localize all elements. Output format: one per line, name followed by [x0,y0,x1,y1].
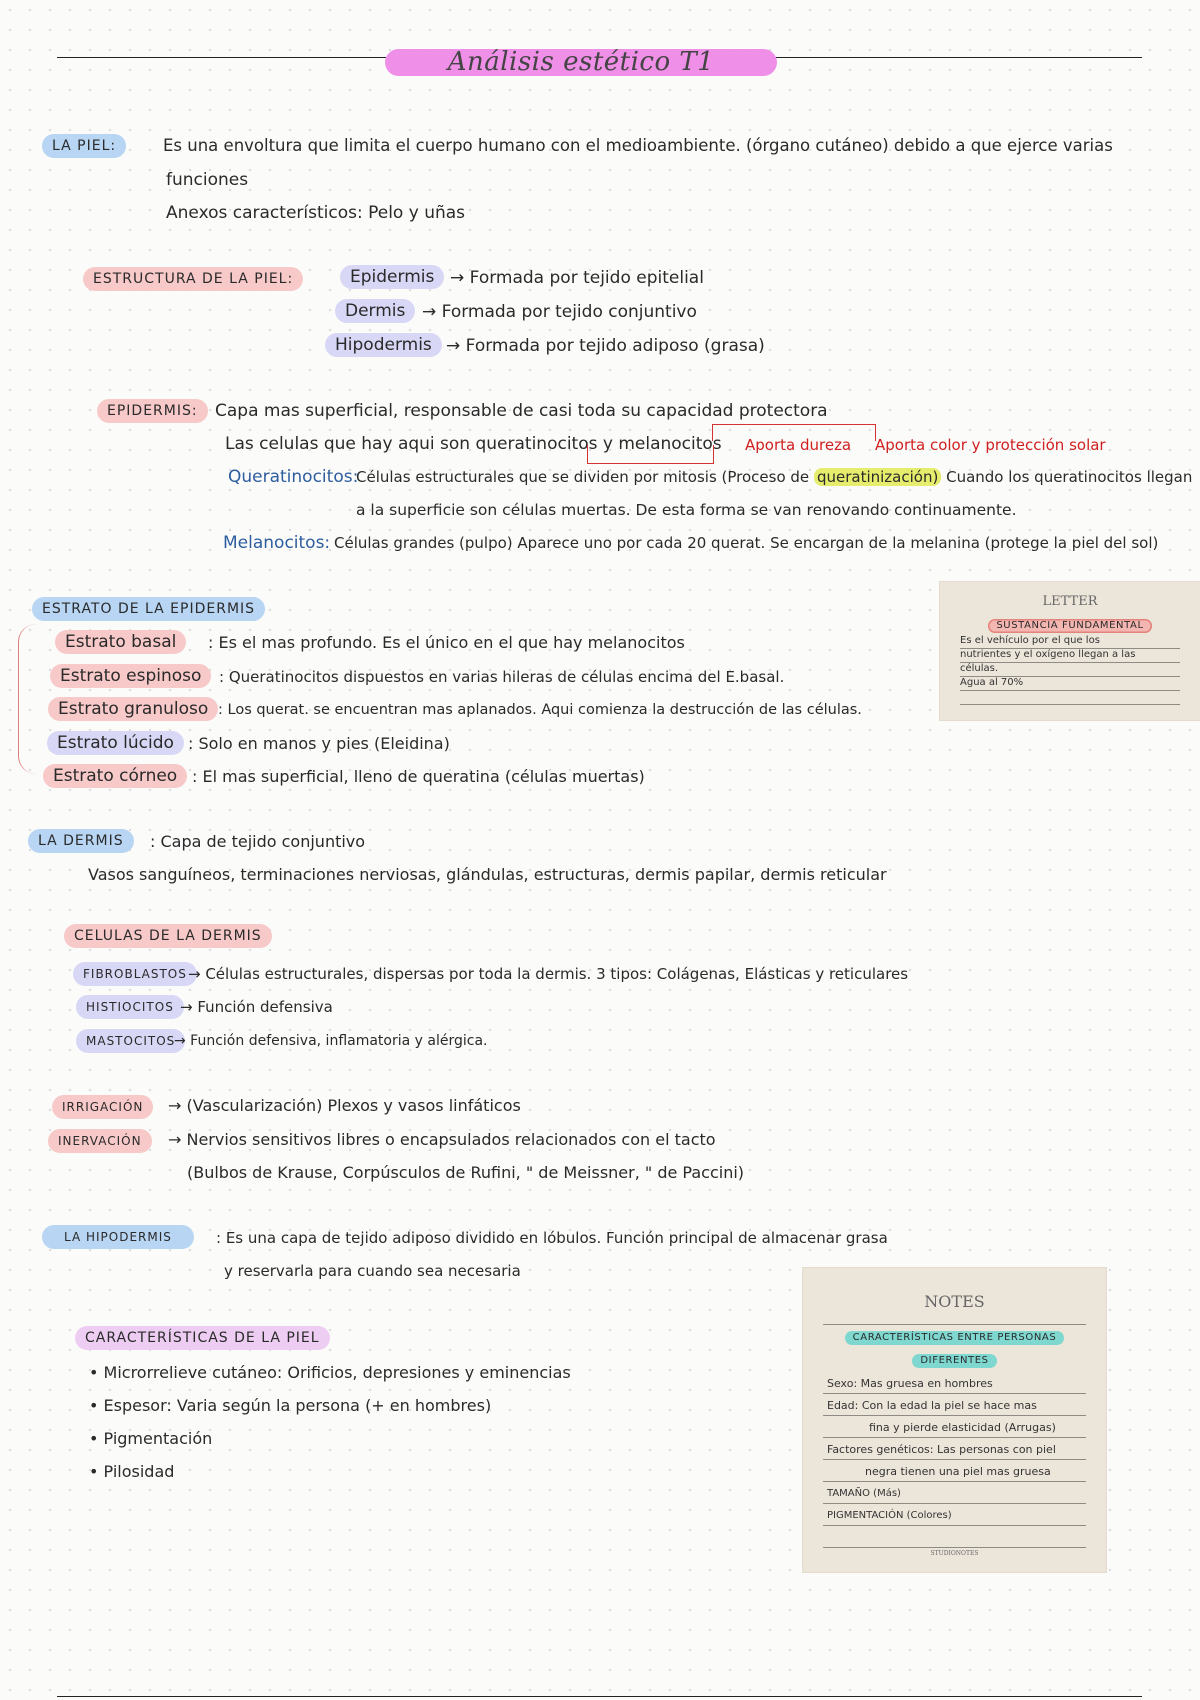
estructura-desc-epidermis: → Formada por tejido epitelial [450,268,704,288]
notes-pill2: DIFERENTES [912,1354,996,1368]
letter-line-0: Es el vehículo por el que los [960,635,1100,646]
notes-pill1: CARACTERÍSTICAS ENTRE PERSONAS [845,1331,1065,1345]
caracteristica-1: • Espesor: Varia según la persona (+ en hombres) [89,1396,492,1415]
estructura-item-hipodermis: Hipodermis [325,333,442,357]
letter-line-2: células. [960,663,999,674]
estrato-lucido-desc: : Solo en manos y pies (Eleidina) [188,734,450,753]
caracteristicas-tag: CARACTERÍSTICAS DE LA PIEL [75,1326,330,1350]
hipodermis-text2: y reservarla para cuando sea necesaria [224,1262,521,1280]
notes-card [803,1268,1106,1572]
hipodermis-text1: : Es una capa de tejido adiposo dividido en lóbulos. Función principal de almacenar grasa [216,1229,888,1247]
estructura-desc-dermis: → Formada por tejido conjuntivo [422,302,697,322]
inervacion-text2: (Bulbos de Krause, Corpúsculos de Rufini, " de Meissner, " de Paccini) [187,1163,745,1182]
bottom-rule [57,1696,1142,1697]
estrato-granuloso: Estrato granuloso [48,697,218,721]
estructura-item-dermis: Dermis [335,299,415,323]
notes-line-6: PIGMENTACIÓN (Colores) [827,1510,952,1521]
dermis-text2: Vasos sanguíneos, terminaciones nerviosas, glándulas, estructuras, dermis papilar, dermis reticular [88,865,887,884]
notes-pill1-wrap [803,1325,1106,1345]
notes-pill2-wrap [803,1348,1106,1368]
dermis-text1: : Capa de tejido conjuntivo [150,832,366,851]
celula-mastocitos-desc: → Función defensiva, inflamatoria y alérgica. [174,1033,488,1049]
piel-text1: Es una envoltura que limita el cuerpo humano con el medioambiente. (órgano cutáneo) debido a que ejerce varias [163,136,1113,155]
caracteristica-2: • Pigmentación [89,1429,213,1448]
estrato-espinoso-desc: : Queratinocitos dispuestos en varias hileras de células encima del E.basal. [219,668,785,686]
celula-mastocitos: MASTOCITOS [76,1029,185,1053]
estructura-tag: ESTRUCTURA DE LA PIEL: [83,267,303,291]
queratinocitos-text-a: Células estructurales que se dividen por mitosis (Proceso de [356,468,810,486]
letter-title: LETTER [1042,594,1098,609]
estrato-basal: Estrato basal [55,630,186,654]
letter-line-1: nutrientes y el oxígeno llegan a las [960,649,1136,660]
letter-pill: SUSTANCIA FUNDAMENTAL [988,619,1151,633]
celula-fibroblastos-desc: → Células estructurales, dispersas por toda la dermis. 3 tipos: Colágenas, Elásticas y reticulares [188,965,909,983]
estructura-desc-hipodermis: → Formada por tejido adiposo (grasa) [446,336,765,356]
melanocitos-text: Células grandes (pulpo) Aparece uno por cada 20 querat. Se encargan de la melanina (protege la piel del sol) [334,534,1159,552]
inervacion-tag: INERVACIÓN [48,1129,152,1153]
epidermis-line2: Las celulas que hay aqui son queratinocitos y melanocitos [225,434,722,454]
letter-pill-wrap [940,613,1200,633]
notes-line-2: fina y pierde elasticidad (Arrugas) [869,1421,1056,1434]
notes-footer: STUDIONOTES [930,1550,979,1557]
estrato-espinoso: Estrato espinoso [50,664,211,688]
notes-title-rule [823,1324,1086,1325]
celula-fibroblastos: FIBROBLASTOS [73,962,197,986]
irrigacion-text: → (Vascularización) Plexos y vasos linfáticos [168,1096,521,1115]
red-bracket-1 [587,445,714,464]
queratinocitos-line [356,465,1192,489]
notes-line-4: negra tienen una piel mas gruesa [865,1465,1051,1478]
notes-rule-7 [823,1547,1086,1548]
notes-line-3: Factores genéticos: Las personas con piel [827,1443,1056,1456]
epidermis-line1: Capa mas superficial, responsable de casi toda su capacidad protectora [215,401,828,421]
queratinizacion-highlight: queratinización) [814,468,941,486]
celula-histiocitos-desc: → Función defensiva [180,998,333,1016]
dermis-tag: LA DERMIS [28,829,134,853]
estrato-lucido: Estrato lúcido [47,731,184,755]
letter-rule-3 [960,690,1180,691]
epidermis-red-color: Aporta color y protección solar [875,436,1106,454]
queratinocitos-label: Queratinocitos: [228,467,359,487]
inervacion-text: → Nervios sensitivos libres o encapsulados relacionados con el tacto [168,1130,716,1149]
melanocitos-label: Melanocitos: [223,533,331,553]
celulas-tag: CELULAS DE LA DERMIS [64,924,272,948]
piel-text2: funciones [166,170,249,190]
notes-line-5: TAMAÑO (Más) [827,1488,901,1499]
estrato-corneo-desc: : El mas superficial, lleno de queratina (células muertas) [192,767,645,786]
letter-line-3: Agua al 70% [960,677,1024,688]
notes-title: NOTES [924,1292,985,1311]
estrato-granuloso-desc: : Los querat. se encuentran mas aplanados. Aqui comienza la destrucción de las células. [218,702,862,718]
epidermis-red-dureza: Aporta dureza [745,436,852,454]
letter-card [940,582,1200,720]
piel-tag: LA PIEL: [42,134,126,158]
estrato-basal-desc: : Es el mas profundo. Es el único en el que hay melanocitos [208,633,685,652]
celula-histiocitos: HISTIOCITOS [76,995,184,1019]
notes-line-0: Sexo: Mas gruesa en hombres [827,1377,993,1390]
hipodermis-tag: LA HIPODERMIS [42,1225,194,1249]
epidermis-tag: EPIDERMIS: [97,399,208,423]
estrato-tag: ESTRATO DE LA EPIDERMIS [32,597,265,621]
caracteristica-3: • Pilosidad [89,1462,175,1481]
queratinocitos-text-b: Cuando los queratinocitos llegan [946,468,1193,486]
queratinocitos-text2: a la superficie son células muertas. De esta forma se van renovando continuamente. [356,501,1017,519]
letter-rule-4 [960,704,1180,705]
caracteristica-0: • Microrrelieve cutáneo: Orificios, depresiones y eminencias [89,1363,571,1382]
estructura-item-epidermis: Epidermis [340,265,444,289]
notes-line-1: Edad: Con la edad la piel se hace mas [827,1399,1037,1412]
estrato-corneo: Estrato córneo [43,764,187,788]
piel-text3: Anexos característicos: Pelo y uñas [166,203,466,223]
irrigacion-tag: IRRIGACIÓN [52,1095,153,1119]
estrato-brace [18,624,41,774]
page-title: Análisis estético T1 [385,49,777,76]
